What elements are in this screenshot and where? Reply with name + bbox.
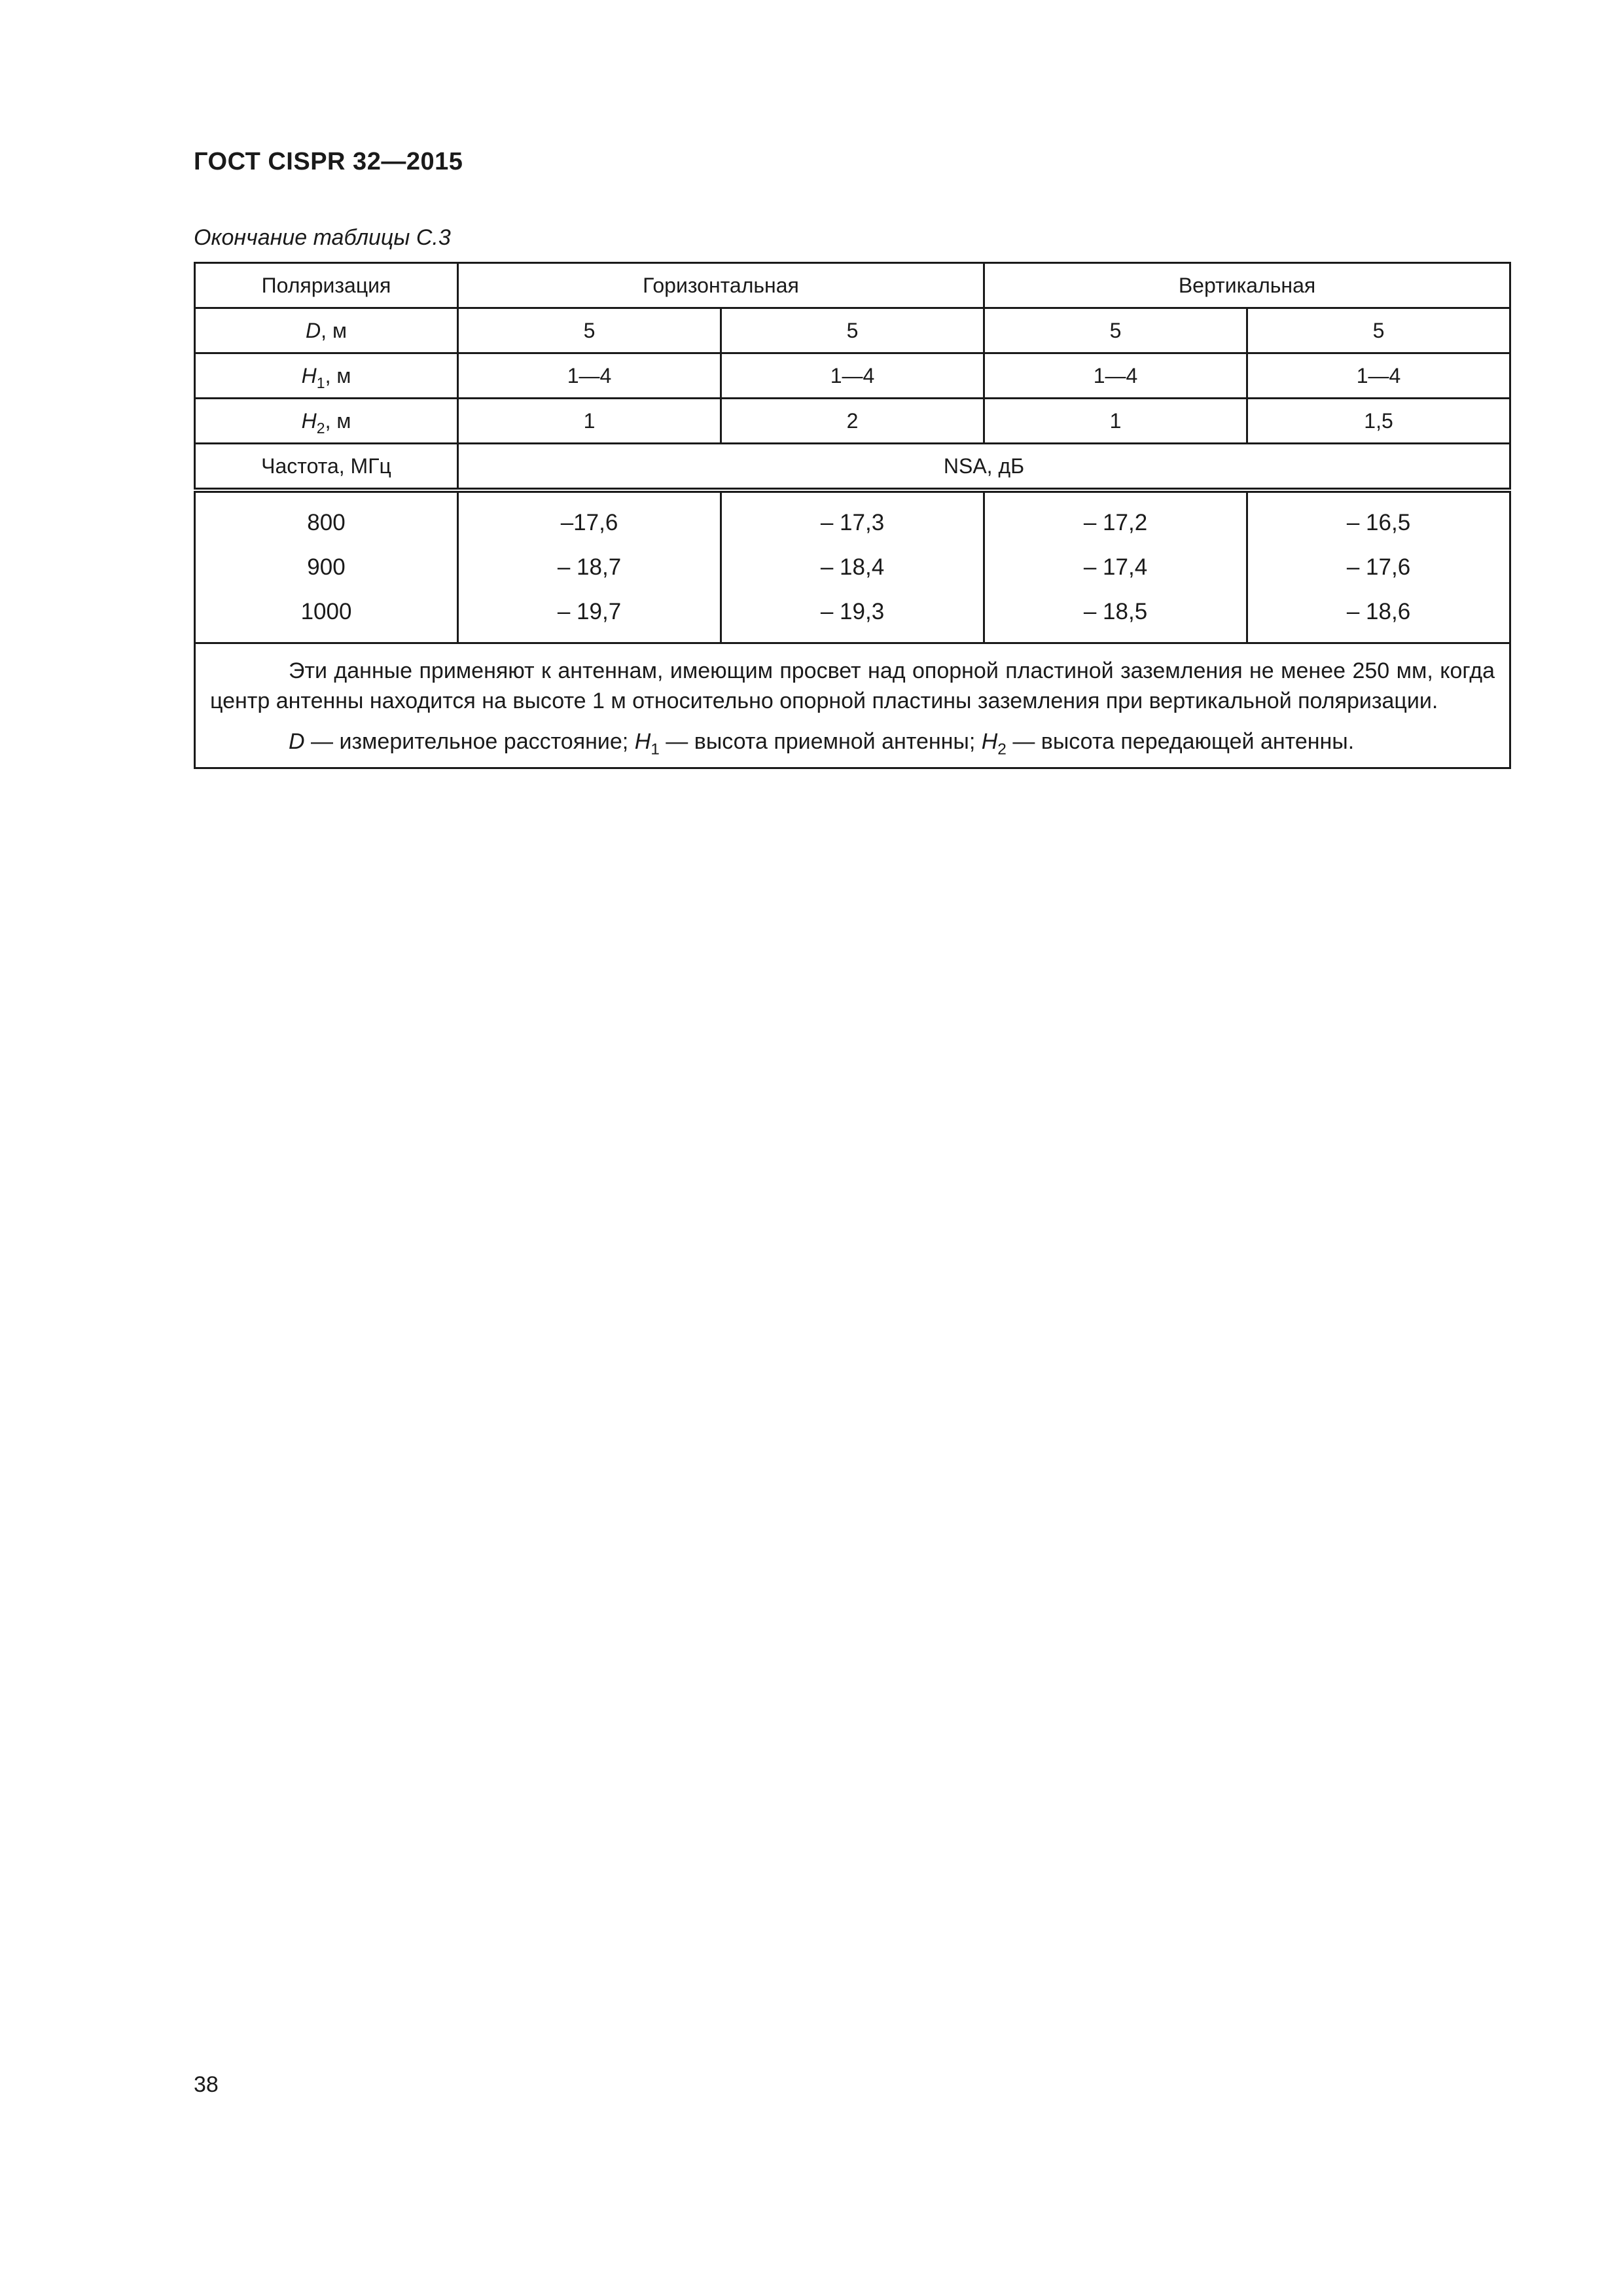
table-note <box>195 643 1510 768</box>
polarization-row <box>195 263 1510 308</box>
nsa-column-vertical-1 <box>984 490 1247 643</box>
nsa-value: – 17,6 <box>1346 554 1411 580</box>
nsa-column-vertical-2 <box>1247 490 1510 643</box>
distance-label: D, м <box>195 308 458 353</box>
nsa-table-container <box>194 262 1509 769</box>
h1-label: $H_1$, м <box>195 353 458 399</box>
table-note-row <box>195 643 1510 768</box>
nsa-value: – 19,7 <box>557 599 622 624</box>
frequency-value: 1000 <box>300 599 352 624</box>
nsa-column-horizontal-1 <box>458 490 721 643</box>
page-number: 38 <box>194 2072 219 2097</box>
nsa-value: – 18,4 <box>820 554 885 580</box>
nsa-value: – 16,5 <box>1346 510 1411 535</box>
h1-value: 1—4 <box>458 353 721 399</box>
h1-value: 1—4 <box>1247 353 1510 399</box>
document-header: ГОСТ CISPR 32—2015 <box>194 148 463 175</box>
distance-value: 5 <box>458 308 721 353</box>
nsa-column-horizontal-2 <box>721 490 984 643</box>
note-text: Эти данные применяют к антеннам, имеющим просвет над опорной пластиной заземления не менее 250 мм, когда центр антенны находится на высоте 1 м относительно опорной пластины заземления при вертикальной поляризации. <box>210 658 1495 713</box>
frequency-label: Частота, МГц <box>195 444 458 491</box>
nsa-label: NSA, дБ <box>458 444 1510 491</box>
h2-row <box>195 399 1510 444</box>
h1-row <box>195 353 1510 399</box>
frequency-header-row <box>195 444 1510 491</box>
nsa-value: – 18,7 <box>557 554 622 580</box>
distance-value: 5 <box>984 308 1247 353</box>
nsa-table <box>194 262 1511 769</box>
nsa-value: – 17,2 <box>1083 510 1148 535</box>
table-caption: Окончание таблицы С.3 <box>194 225 451 250</box>
nsa-value: – 18,6 <box>1346 599 1411 624</box>
nsa-value: –17,6 <box>560 510 618 535</box>
frequency-value: 900 <box>307 554 346 580</box>
distance-row <box>195 308 1510 353</box>
h1-value: 1—4 <box>721 353 984 399</box>
h2-value: 2 <box>721 399 984 444</box>
h2-value: 1,5 <box>1247 399 1510 444</box>
h2-value: 1 <box>458 399 721 444</box>
note-legend: D — измерительное расстояние; $H_1$ — высота приемной антенны; $H_2$ — высота передающей антенны. <box>289 729 1355 759</box>
polarization-vertical: Вертикальная <box>984 263 1510 308</box>
nsa-value: – 17,4 <box>1083 554 1148 580</box>
distance-value: 5 <box>1247 308 1510 353</box>
h2-value: 1 <box>984 399 1247 444</box>
polarization-horizontal: Горизонтальная <box>458 263 984 308</box>
nsa-value: – 19,3 <box>820 599 885 624</box>
data-block <box>195 490 1510 643</box>
distance-value: 5 <box>721 308 984 353</box>
polarization-label: Поляризация <box>195 263 458 308</box>
h2-label: $H_2$, м <box>195 399 458 444</box>
frequency-value: 800 <box>307 510 346 535</box>
nsa-value: – 17,3 <box>820 510 885 535</box>
nsa-value: – 18,5 <box>1083 599 1148 624</box>
frequency-column <box>195 490 458 643</box>
h1-value: 1—4 <box>984 353 1247 399</box>
